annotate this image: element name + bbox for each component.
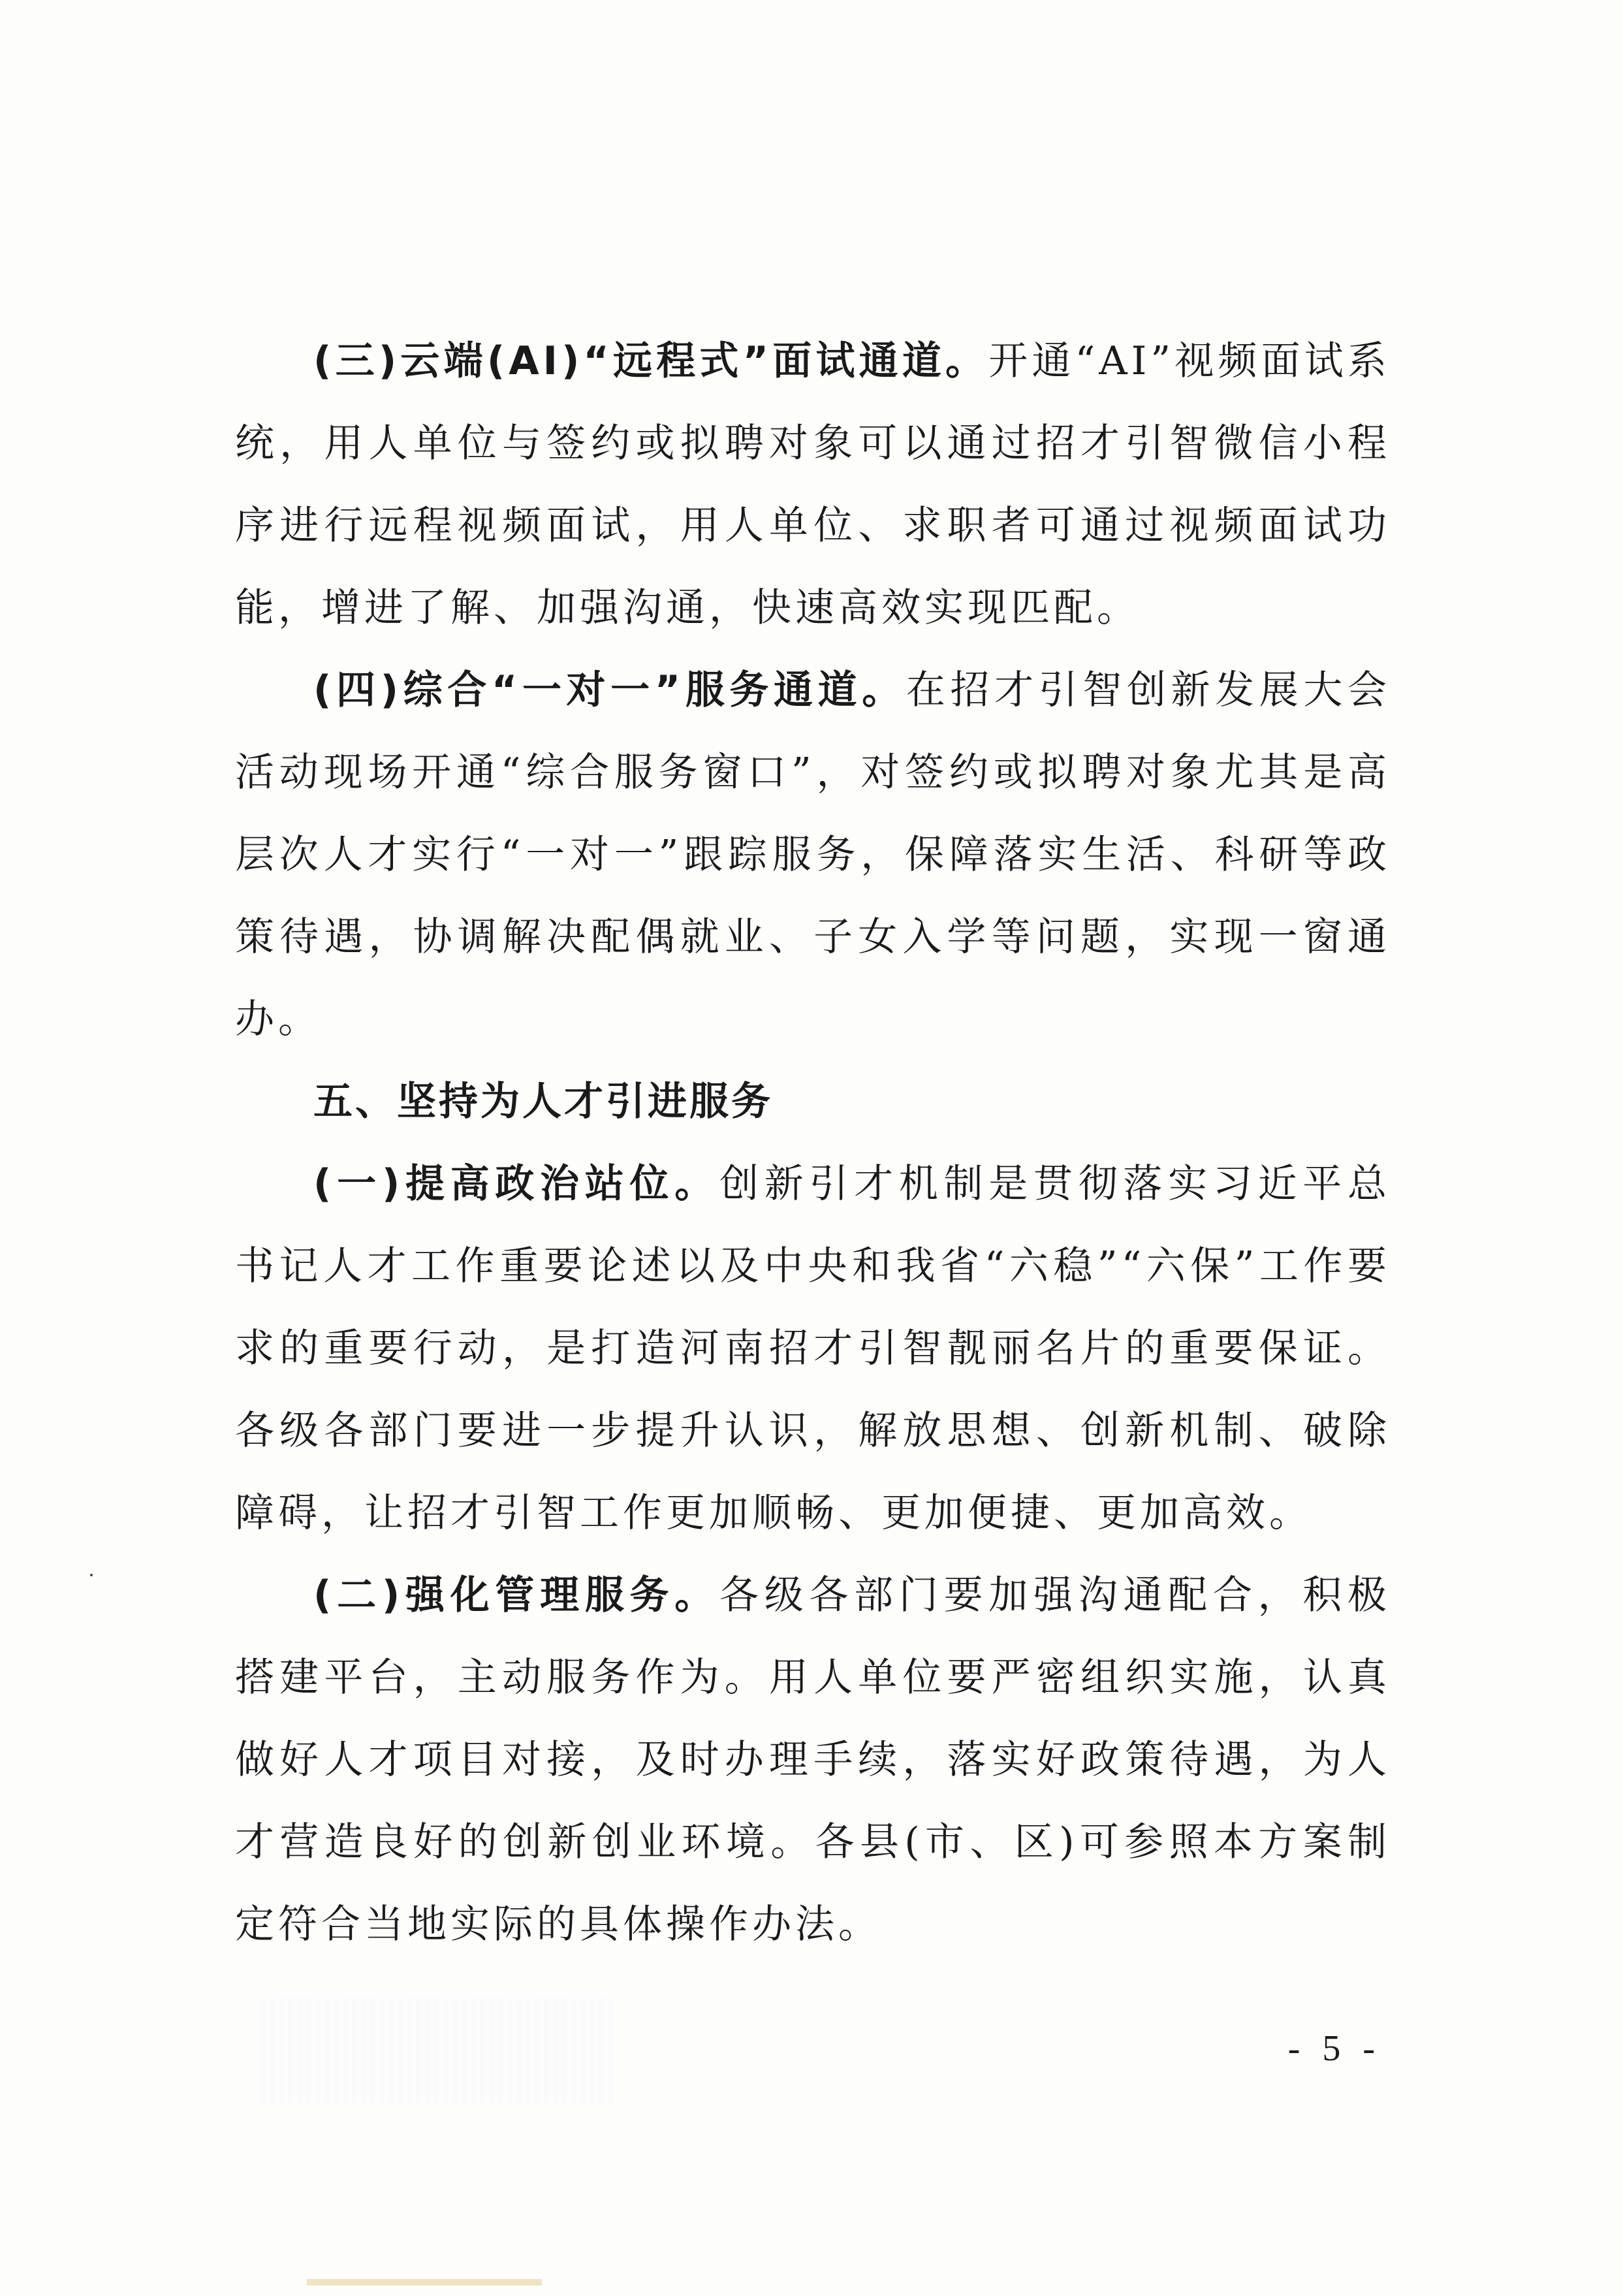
paragraph-management-service (235, 1554, 1391, 1966)
paragraph-body: 开通“AI”视频面试系统，用人单位与签约或拟聘对象可以通过招才引智微信小程序进行远程视频面试，用人单位、求职者可通过视频面试功能，增进了解、加强沟通，快速高效实现匹配。 (235, 338, 1391, 631)
section-heading: 五、坚持为人才引进服务 (313, 1079, 773, 1124)
paragraph-body: 在招才引智创新发展大会活动现场开通“综合服务窗口”，对签约或拟聘对象尤其是高层次人才实行“一对一”跟踪服务，保障落实生活、科研等政策待遇，协调解决配偶就业、子女入学等问题，实现一窗通办。 (235, 667, 1391, 1042)
document-body (235, 320, 1391, 1966)
scan-speck (90, 1574, 93, 1576)
scan-smudge (261, 1998, 614, 2103)
paragraph-political-standing (235, 1143, 1391, 1554)
paragraph-lead: (一)提高政治站位。 (313, 1161, 719, 1207)
paragraph-lead: (二)强化管理服务。 (313, 1572, 719, 1618)
page-number: - 5 - (1287, 2028, 1381, 2069)
paragraph-cloud-ai-interview (235, 320, 1391, 649)
paragraph-lead: (三)云端(AI)“远程式”面试通道。 (313, 338, 989, 384)
paragraph-body: 各级各部门要加强沟通配合，积极搭建平台，主动服务作为。用人单位要严密组织实施，认真做好人才项目对接，及时办理手续，落实好政策待遇，为人才营造良好的创新创业环境。各县(市、区)可参照本方案制定符合当地实际的具体操作办法。 (235, 1572, 1391, 1947)
paragraph-lead: (四)综合“一对一”服务通道。 (313, 667, 906, 713)
paragraph-body: 创新引才机制是贯彻落实习近平总书记人才工作重要论述以及中央和我省“六稳”“六保”工作要求的重要行动，是打造河南招才引智靓丽名片的重要保证。各级各部门要进一步提升认识，解放思想、创新机制、破除障碍，让招才引智工作更加顺畅、更加便捷、更加高效。 (235, 1161, 1391, 1536)
paragraph-one-to-one-service (235, 649, 1391, 1060)
scan-edge-strip (307, 2279, 542, 2286)
